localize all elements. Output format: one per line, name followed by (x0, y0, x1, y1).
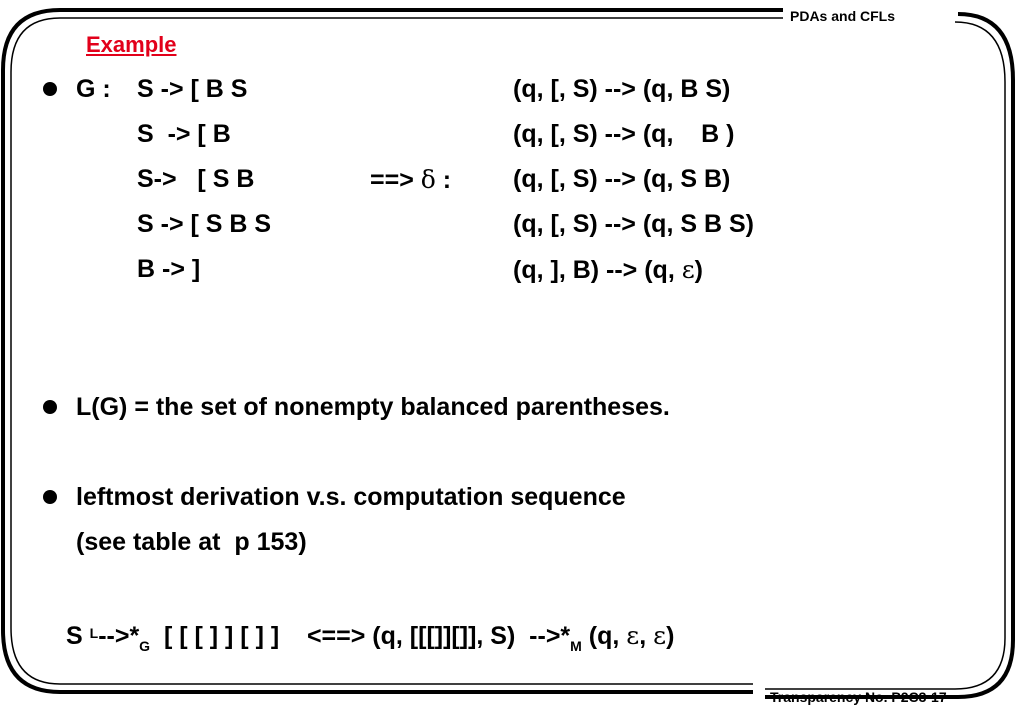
transition-rule: (q, [, S) --> (q, S B) (513, 165, 731, 193)
grammar-subscript: G (139, 638, 151, 654)
transition-rule: (q, [, S) --> (q, B ) (513, 120, 735, 148)
grammar-rule: B -> ] (137, 255, 201, 283)
epsilon-symbol: ε (626, 621, 640, 650)
transition-rule: (q, [, S) --> (q, B S) (513, 75, 731, 103)
grammar-rule: S -> [ B S (137, 75, 248, 103)
bullet-icon (43, 82, 57, 96)
derivation-note: (see table at p 153) (76, 528, 307, 556)
epsilon-symbol: ε (653, 621, 667, 650)
delta-arrow (370, 167, 451, 193)
close-paren: ) (694, 256, 703, 284)
grammar-prefix: G : (76, 75, 125, 103)
bullet-icon (43, 400, 57, 414)
transition-rule (513, 257, 703, 283)
config-close: ) (666, 622, 675, 650)
transition-text: (q, ], B) --> (q, (513, 256, 682, 284)
derivation-statement: leftmost derivation v.s. computation sequence (76, 483, 626, 511)
example-heading: Example (86, 32, 177, 57)
header-title: PDAs and CFLs (790, 8, 896, 24)
footer-label: Transparency No. P2C3-17 (770, 689, 947, 705)
grammar-rule: S-> [ S B (137, 165, 255, 193)
derivation-string: [ [ [ ] ] [ ] ] <==> (q, [[[]][]], S) -->* (150, 622, 571, 650)
grammar-rule: S -> [ S B S (137, 210, 272, 238)
language-statement: L(G) = the set of nonempty balanced parentheses. (76, 393, 670, 421)
epsilon-symbol: ε (681, 255, 695, 284)
start-symbol: S (66, 622, 90, 650)
machine-subscript: M (570, 638, 582, 654)
config-comma: , (639, 622, 654, 650)
delta-symbol: δ (420, 165, 436, 194)
delta-colon: : (435, 166, 452, 194)
bullet-icon (43, 490, 57, 504)
arrow-text: ==> (370, 166, 421, 194)
derivation-line (66, 621, 675, 654)
leftmost-superscript: L (89, 625, 99, 641)
transition-rule: (q, [, S) --> (q, S B S) (513, 210, 754, 238)
derives-arrow: -->* (98, 622, 140, 650)
grammar-rule: S -> [ B (137, 120, 231, 148)
config-open: (q, (581, 622, 627, 650)
